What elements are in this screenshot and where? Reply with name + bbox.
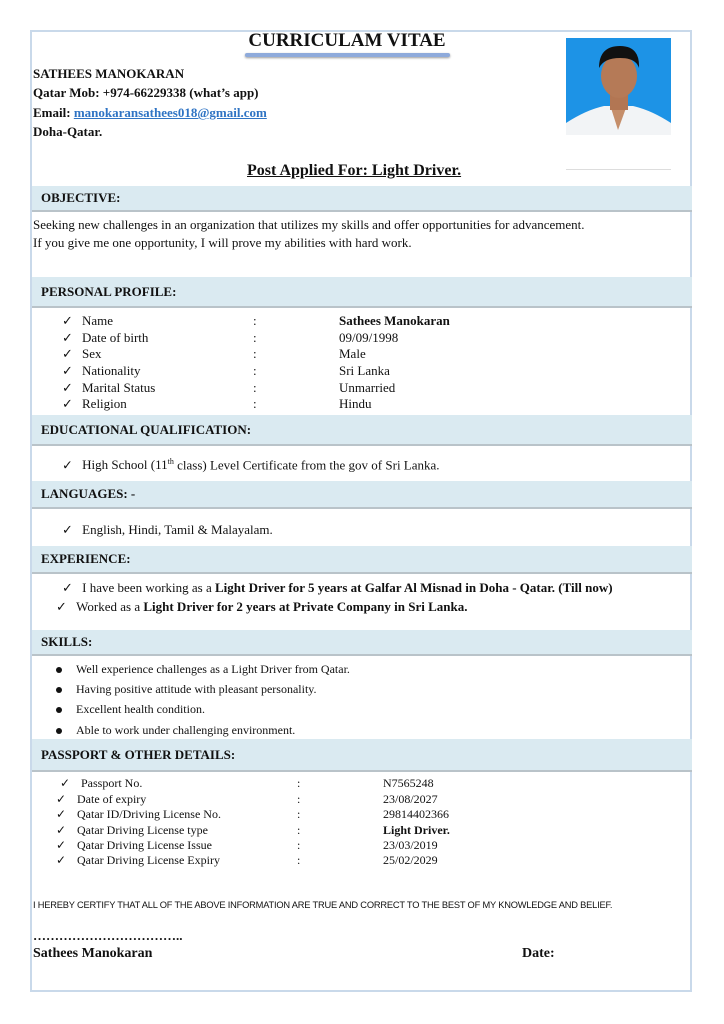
detail-label: Religion: [82, 396, 127, 411]
bullet-icon: [56, 728, 62, 734]
detail-value: 23/03/2019: [383, 838, 438, 852]
detail-label: Nationality: [82, 363, 141, 378]
detail-value: 23/08/2027: [383, 792, 438, 806]
colon-separator: :: [297, 807, 301, 821]
check-icon: ✓: [60, 776, 71, 790]
detail-value: Light Driver.: [383, 823, 450, 837]
detail-value: N7565248: [383, 776, 434, 790]
personal-profile-heading: PERSONAL PROFILE:: [32, 277, 692, 308]
applicant-name: SATHEES MANOKARAN: [33, 66, 185, 81]
check-icon: ✓: [56, 792, 67, 806]
colon-separator: :: [253, 363, 257, 378]
education-item: ✓ High School (11th class) Level Certificate from the gov of Sri Lanka.: [62, 457, 440, 473]
skills-heading: SKILLS:: [32, 630, 692, 656]
location: Doha-Qatar.: [33, 124, 103, 139]
detail-label: Sex: [82, 346, 102, 361]
detail-value: Sri Lanka: [339, 363, 390, 378]
skill-item: Having positive attitude with pleasant personality.: [56, 682, 317, 697]
colon-separator: :: [297, 776, 301, 790]
languages-item: ✓ English, Hindi, Tamil & Malayalam.: [62, 522, 273, 537]
objective-line: Seeking new challenges in an organization that utilizes my skills and offer opportunities for advancement.: [33, 217, 585, 232]
detail-label: Date of birth: [82, 330, 149, 345]
mobile-number: Qatar Mob: +974-66229338 (what’s app): [33, 85, 259, 100]
check-icon: ✓: [62, 522, 73, 537]
bullet-icon: [56, 687, 62, 693]
detail-label: Passport No.: [81, 776, 143, 790]
profile-photo: [566, 38, 671, 135]
detail-value: Sathees Manokaran: [339, 313, 450, 328]
document-title: CURRICULAM VITAE: [248, 30, 446, 51]
skill-item: Able to work under challenging environment.: [56, 723, 295, 738]
detail-label: Qatar Driving License Expiry: [77, 853, 220, 867]
detail-value: Unmarried: [339, 380, 396, 395]
languages-heading: LANGUAGES: -: [32, 481, 692, 509]
signature-name: Sathees Manokaran: [33, 946, 153, 961]
experience-item: ✓ I have been working as a Light Driver for 5 years at Galfar Al Misnad in Doha - Qatar. (Till now): [62, 580, 613, 595]
signature-line: ……………………………..: [33, 928, 183, 943]
detail-value: 29814402366: [383, 807, 449, 821]
skill-item: Well experience challenges as a Light Driver from Qatar.: [56, 662, 350, 677]
colon-separator: :: [253, 313, 257, 328]
check-icon: ✓: [56, 853, 67, 867]
colon-separator: :: [297, 792, 301, 806]
check-icon: ✓: [62, 330, 73, 345]
colon-separator: :: [253, 396, 257, 411]
bullet-icon: [56, 667, 62, 673]
education-heading: EDUCATIONAL QUALIFICATION:: [32, 415, 692, 446]
objective-heading: OBJECTIVE:: [32, 186, 692, 212]
detail-value: Hindu: [339, 396, 372, 411]
detail-label: Qatar ID/Driving License No.: [77, 807, 221, 821]
check-icon: ✓: [62, 580, 73, 595]
objective-line: If you give me one opportunity, I will prove my abilities with hard work.: [33, 235, 412, 250]
detail-value: Male: [339, 346, 366, 361]
detail-value: 25/02/2029: [383, 853, 438, 867]
experience-item: ✓ Worked as a Light Driver for 2 years at Private Company in Sri Lanka.: [56, 599, 468, 614]
passport-heading: PASSPORT & OTHER DETAILS:: [32, 739, 692, 772]
detail-label: Date of expiry: [77, 792, 147, 806]
experience-heading: EXPERIENCE:: [32, 546, 692, 574]
check-icon: ✓: [62, 380, 73, 395]
title-underline: [245, 53, 450, 57]
check-icon: ✓: [56, 838, 67, 852]
check-icon: ✓: [62, 457, 73, 473]
detail-label: Qatar Driving License Issue: [77, 838, 212, 852]
email-link[interactable]: manokaransathees018@gmail.com: [73, 105, 267, 120]
email-line: [33, 105, 267, 121]
bullet-icon: [56, 707, 62, 713]
colon-separator: :: [253, 380, 257, 395]
date-label: Date:: [522, 946, 555, 961]
post-applied: Post Applied For: Light Driver.: [247, 162, 462, 179]
check-icon: ✓: [56, 823, 67, 837]
check-icon: ✓: [62, 346, 73, 361]
colon-separator: :: [253, 330, 257, 345]
check-icon: ✓: [56, 807, 67, 821]
colon-separator: :: [297, 838, 301, 852]
colon-separator: :: [253, 346, 257, 361]
photo-divider: [566, 169, 671, 170]
detail-value: 09/09/1998: [339, 330, 399, 345]
skill-item: Excellent health condition.: [56, 702, 205, 717]
detail-label: Qatar Driving License type: [77, 823, 208, 837]
check-icon: ✓: [56, 599, 67, 614]
email-label: Email:: [33, 105, 74, 120]
certification-statement: I HEREBY CERTIFY THAT ALL OF THE ABOVE INFORMATION ARE TRUE AND CORRECT TO THE BEST OF MY KNOWLEDGE AND BELIEF.: [33, 900, 613, 910]
check-icon: ✓: [62, 396, 73, 411]
check-icon: ✓: [62, 363, 73, 378]
detail-label: Name: [82, 313, 114, 328]
detail-label: Marital Status: [82, 380, 156, 395]
check-icon: ✓: [62, 313, 73, 328]
colon-separator: :: [297, 823, 301, 837]
colon-separator: :: [297, 853, 301, 867]
